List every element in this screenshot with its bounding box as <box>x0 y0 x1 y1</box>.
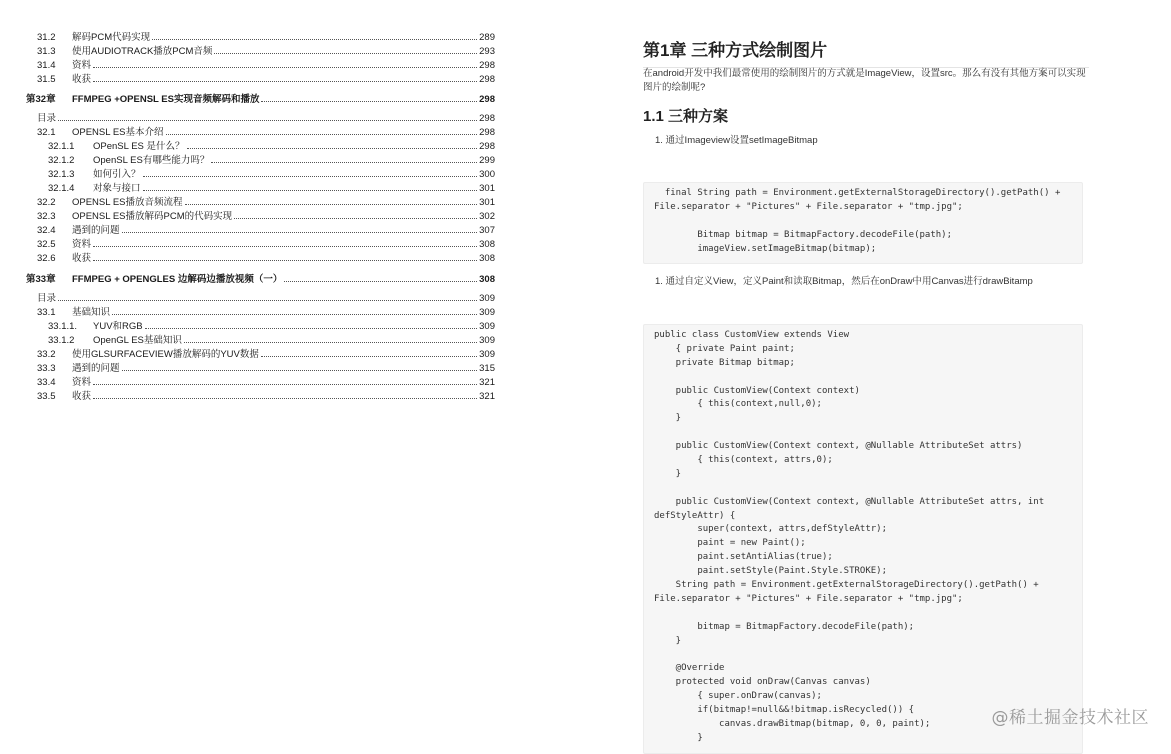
toc-page-number: 298 <box>479 113 495 124</box>
toc-title: 遇到的问题 <box>72 363 120 374</box>
toc-title: 资料 <box>72 60 92 71</box>
toc-number: 33.5 <box>37 391 56 402</box>
toc-page-number: 309 <box>479 321 495 332</box>
toc-leader-dots <box>185 195 478 205</box>
toc-leader-dots <box>122 361 478 371</box>
toc-title: OPENSL ES基本介绍 <box>72 127 164 138</box>
code-line: bitmap = BitmapFactory.decodeFile(path); <box>654 621 915 632</box>
toc-number: 32.1.3 <box>48 169 75 180</box>
toc-row[interactable] <box>37 195 495 209</box>
toc-leader-dots <box>184 333 477 343</box>
toc-leader-dots <box>211 153 477 163</box>
toc-title: OpenSL ES有哪些能力吗？ <box>93 155 210 166</box>
toc-page-number: 308 <box>479 253 495 264</box>
toc-number: 32.1.4 <box>48 183 75 194</box>
list-item-1: 1. 通过Imageview设置setImageBitmap <box>655 135 818 146</box>
code-line: } <box>654 413 682 424</box>
article <box>643 0 1103 746</box>
code-line: canvas.drawBitmap(bitmap, 0, 0, paint); <box>654 718 931 729</box>
toc-page-number: 309 <box>479 335 495 346</box>
toc-number: 33.4 <box>37 377 56 388</box>
toc-row[interactable] <box>37 223 495 237</box>
toc-page-number: 315 <box>479 363 495 374</box>
toc-number: 33.1.1. <box>48 321 78 332</box>
toc-number: 33.2 <box>37 349 56 360</box>
toc-leader-dots <box>58 111 477 121</box>
toc-row[interactable] <box>37 44 495 58</box>
code-line: protected void onDraw(Canvas canvas) <box>654 677 871 688</box>
toc-number: 32.6 <box>37 253 56 264</box>
toc-chapter-row[interactable] <box>26 272 495 286</box>
toc-leader-dots <box>122 223 478 233</box>
toc-number: 31.4 <box>37 60 56 71</box>
code-line: public CustomView(Context context, @Nullable AttributeSet attrs, int <box>654 496 1045 507</box>
toc-number: 31.2 <box>37 32 56 43</box>
toc-page-number: 298 <box>479 127 495 138</box>
toc-number: 32.4 <box>37 225 56 236</box>
toc-page-number: 321 <box>479 377 495 388</box>
code-line: paint = new Paint(); <box>654 538 806 549</box>
code-line: public CustomView(Context context) <box>654 385 860 396</box>
toc-number: 31.3 <box>37 46 56 57</box>
toc-number: 32.1.2 <box>48 155 75 166</box>
toc-row[interactable] <box>37 251 495 265</box>
toc-title: 资料 <box>72 239 92 250</box>
toc-leader-dots <box>145 319 478 329</box>
toc-title: OpenGL ES基础知识 <box>93 335 182 346</box>
toc-number: 32.2 <box>37 197 56 208</box>
code-line: super(context, attrs,defStyleAttr); <box>654 524 887 535</box>
code-block-2 <box>643 324 1083 754</box>
toc-row[interactable] <box>37 375 495 389</box>
code-line: if(bitmap!=null&&!bitmap.isRecycled()) { <box>654 705 915 716</box>
toc-title: FFMPEG +OPENSL ES实现音频解码和播放 <box>72 94 260 105</box>
toc-page-number: 300 <box>479 169 495 180</box>
code-line <box>654 482 1082 496</box>
toc-title: YUV和RGB <box>93 321 143 332</box>
toc-number: 32.1 <box>37 127 56 138</box>
toc-number: 31.5 <box>37 74 56 85</box>
toc-row[interactable] <box>48 319 495 333</box>
code-line <box>654 648 1082 662</box>
section-heading: 1.1 三种方案 <box>643 108 729 125</box>
toc-row[interactable] <box>37 347 495 361</box>
toc-page-number: 298 <box>479 141 495 152</box>
toc-leader-dots <box>93 58 477 68</box>
toc-number: 第32章 <box>26 94 56 105</box>
toc-title: 收获 <box>72 391 92 402</box>
toc-leader-dots <box>93 72 477 82</box>
toc-row[interactable] <box>37 291 495 305</box>
toc-chapter-row[interactable] <box>26 92 495 106</box>
toc-title: OPENSL ES播放音频流程 <box>72 197 183 208</box>
toc-number: 32.1.1 <box>48 141 75 152</box>
toc-page-number: 302 <box>479 211 495 222</box>
toc-row[interactable] <box>37 361 495 375</box>
toc-title: 如何引入？ <box>93 169 141 180</box>
toc-number: 33.1 <box>37 307 56 318</box>
toc-leader-dots <box>284 272 477 282</box>
toc-row[interactable] <box>37 111 495 125</box>
toc-leader-dots <box>214 44 477 54</box>
code-line: { private Paint paint; <box>654 343 795 354</box>
toc-page-number: 298 <box>479 74 495 85</box>
toc-page-number: 309 <box>479 349 495 360</box>
code-line: public CustomView(Context context, @Nullable AttributeSet attrs) <box>654 441 1023 452</box>
toc-row[interactable] <box>37 58 495 72</box>
toc-row[interactable] <box>37 30 495 44</box>
code-line: final String path = Environment.getExternalStorageDirectory().getPath() + <box>654 188 1061 198</box>
code-line: } <box>654 732 703 743</box>
toc-number: 32.3 <box>37 211 56 222</box>
toc-row[interactable] <box>48 153 495 167</box>
watermark: @稀土掘金技术社区 <box>991 708 1149 728</box>
toc-row[interactable] <box>48 167 495 181</box>
toc-page-number: 307 <box>479 225 495 236</box>
toc-page-number: 308 <box>479 239 495 250</box>
code-line: defStyleAttr) { <box>654 510 736 521</box>
toc-leader-dots <box>166 125 478 135</box>
toc-page-number: 308 <box>479 274 495 285</box>
toc-number: 33.3 <box>37 363 56 374</box>
toc-title: 使用AUDIOTRACK播放PCM音频 <box>72 46 213 57</box>
toc-leader-dots <box>143 181 478 191</box>
toc-title: 基础知识 <box>72 307 111 318</box>
toc-page-number: 321 <box>479 391 495 402</box>
toc-page-number: 301 <box>479 197 495 208</box>
toc-page-number: 301 <box>479 183 495 194</box>
toc-page-number: 298 <box>479 94 495 105</box>
code-line: paint.setStyle(Paint.Style.STROKE); <box>654 566 887 577</box>
code-line: File.separator + "Pictures" + File.separator + "tmp.jpg"; <box>654 201 963 212</box>
toc-leader-dots <box>234 209 477 219</box>
toc-row[interactable] <box>48 333 495 347</box>
toc-leader-dots <box>152 30 477 40</box>
toc-title: 资料 <box>72 377 92 388</box>
code-line <box>654 607 1082 621</box>
toc-page-number: 289 <box>479 32 495 43</box>
toc-row[interactable] <box>37 72 495 86</box>
toc-leader-dots <box>261 347 477 357</box>
chapter-title: 第1章 三种方式绘制图片 <box>643 36 1089 68</box>
toc-page-number: 293 <box>479 46 495 57</box>
toc-title: 使用GLSURFACEVIEW播放解码的YUV数据 <box>72 349 259 360</box>
code-line: } <box>654 468 682 479</box>
toc-row[interactable] <box>37 237 495 251</box>
toc-title: OPENSL ES播放解码PCM的代码实现 <box>72 211 233 222</box>
code-line: Bitmap bitmap = BitmapFactory.decodeFile(path); <box>654 229 953 240</box>
code-line: File.separator + "Pictures" + File.separator + "tmp.jpg"; <box>654 593 963 604</box>
code-block-1 <box>643 182 1083 264</box>
code-line: { this(context, attrs,0); <box>654 455 833 466</box>
code-line: private Bitmap bitmap; <box>654 357 795 368</box>
toc-page-number: 309 <box>479 293 495 304</box>
toc-leader-dots <box>58 291 477 301</box>
code-line <box>654 371 1082 385</box>
code-line: imageView.setImageBitmap(bitmap); <box>654 243 877 254</box>
table-of-contents <box>0 0 510 746</box>
toc-leader-dots <box>187 139 478 149</box>
toc-title: 遇到的问题 <box>72 225 120 236</box>
code-line: @Override <box>654 663 725 674</box>
code-line <box>654 215 1082 229</box>
code-line: { super.onDraw(canvas); <box>654 691 822 702</box>
toc-title: 目录 <box>37 113 57 124</box>
toc-title: 解码PCM代码实现 <box>72 32 151 43</box>
intro-paragraph: 在android开发中我们最常使用的绘制图片的方式就是ImageView，设置src。那么有没有其他方案可以实现图片的绘制呢? <box>643 68 1086 93</box>
code-line <box>654 426 1082 440</box>
toc-number: 32.5 <box>37 239 56 250</box>
toc-page-number: 309 <box>479 307 495 318</box>
toc-leader-dots <box>93 251 477 261</box>
code-line: paint.setAntiAlias(true); <box>654 552 833 563</box>
toc-number: 33.1.2 <box>48 335 75 346</box>
toc-title: 收获 <box>72 74 92 85</box>
toc-leader-dots <box>93 389 477 399</box>
toc-page-number: 299 <box>479 155 495 166</box>
toc-leader-dots <box>93 237 477 247</box>
toc-title: 对象与接口 <box>93 183 141 194</box>
code-line: } <box>654 635 682 646</box>
toc-title: 收获 <box>72 253 92 264</box>
toc-row[interactable] <box>37 209 495 223</box>
list-item-2: 1. 通过自定义View，定义Paint和读取Bitmap，然后在onDraw中用Canvas进行drawBitamp <box>655 276 1033 287</box>
toc-row[interactable] <box>37 305 495 319</box>
toc-title: OPenSL ES 是什么？ <box>93 141 185 152</box>
toc-leader-dots <box>112 305 477 315</box>
code-line: public class CustomView extends View <box>654 330 850 340</box>
toc-title: 目录 <box>37 293 57 304</box>
toc-row[interactable] <box>37 125 495 139</box>
toc-leader-dots <box>261 92 477 102</box>
toc-row[interactable] <box>37 389 495 403</box>
toc-title: FFMPEG + OPENGLES 边解码边播放视频（一） <box>72 274 283 285</box>
toc-number: 第33章 <box>26 274 56 285</box>
toc-row[interactable] <box>48 181 495 195</box>
toc-page-number: 298 <box>479 60 495 71</box>
code-line: String path = Environment.getExternalStorageDirectory().getPath() + <box>654 580 1039 591</box>
toc-leader-dots <box>93 375 477 385</box>
code-line: { this(context,null,0); <box>654 399 822 410</box>
toc-leader-dots <box>143 167 478 177</box>
toc-row[interactable] <box>48 139 495 153</box>
